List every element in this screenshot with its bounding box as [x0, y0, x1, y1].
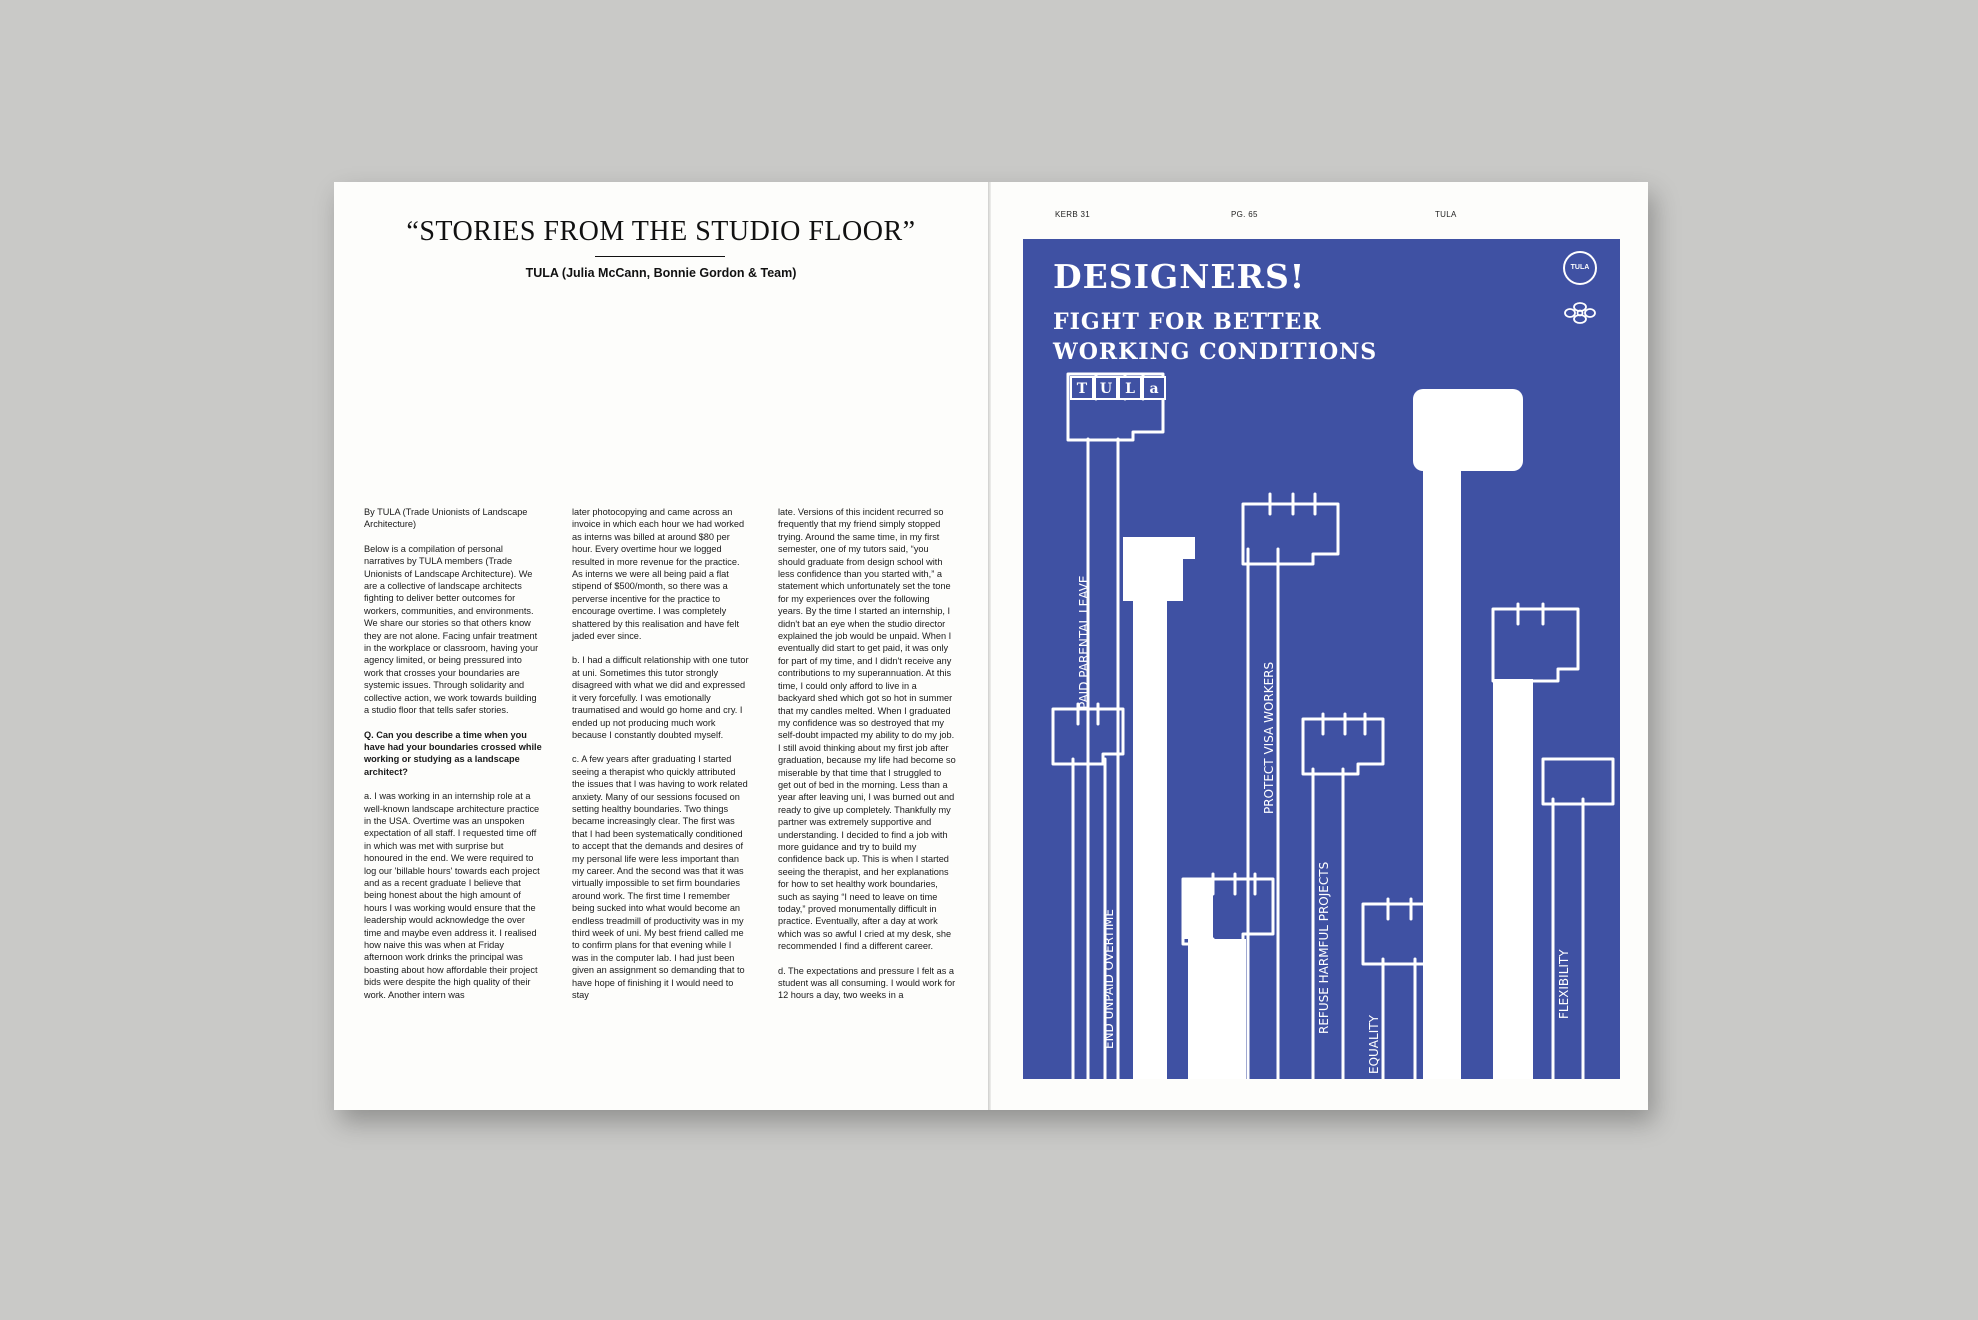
running-header-section: TULA [1435, 210, 1457, 219]
answer-b: b. I had a difficult relationship with one tutor at uni. Sometimes this tutor strongly disagreed with what we did and expressed it very forcefully. I was emotionally traumatised and would go home and cry. I ended up not producing much work because I constantly doubted myself. [572, 655, 749, 740]
slogan-better-pay: BETTER PAY [1428, 567, 1442, 639]
byline: By TULA (Trade Unionists of Landscape Architecture) [364, 507, 528, 530]
answer-d: d. The expectations and pressure I felt as a student was all consuming. I would work for 12 hours a day, two weeks in a [778, 965, 956, 1001]
fist-letter: a [1149, 381, 1159, 397]
slogan-flexibility: FLEXIBILITY [1557, 949, 1571, 1019]
article-authors: TULA (Julia McCann, Bonnie Gordon & Team) [525, 266, 797, 280]
paragraph: later photocopying and came across an invoice in which each hour we had worked as interns was billed at around $80 per hour. Every overtime hour we logged resulted in more revenue for the practice. As interns we were all being paid a flat stipend of $500/month, so there was a perverse incentive for the practice to encourage overtime. I was completely shattered by this realisation and have felt jaded ever since. [572, 507, 745, 642]
article-title: “STORIES FROM THE STUDIO FLOOR” [406, 216, 916, 247]
slogan-end-unpaid-overtime: END UNPAID OVERTIME [1102, 909, 1116, 1049]
text-column-3 [778, 506, 956, 1014]
slogan-protect-visa-workers: PROTECT VISA WORKERS [1262, 661, 1276, 814]
left-page [334, 182, 988, 1110]
slogan-refuse-harmful-projects: REFUSE HARMFUL PROJECTS [1317, 861, 1331, 1034]
title-divider [595, 256, 725, 257]
slogan-paid-parental-leave: PAID PARENTAL LEAVE [1077, 575, 1091, 709]
text-column-1 [364, 506, 542, 1013]
running-header-issue: KERB 31 [1055, 210, 1091, 219]
tula-logo-badge: TULA [1563, 251, 1597, 285]
poster-headline: DESIGNERS! [1053, 257, 1306, 296]
slogan-equality: EQUALITY [1367, 1015, 1381, 1074]
answer-c: c. A few years after graduating I started seeing a therapist who quickly attributed the issues that I was having to work related anxiety. Many of our sessions focused on setting healthy boundaries. Two things became increasingly clear. The first was that I had been systematically conditioned to accept that the demands and desires of my personal life were less important than my career. And the second was that it was virtually impossible to set firm boundaries around work. The first time I remember being sucked into what would become an endless treadmill of productivity was in my third week of uni. My best friend called me to confirm plans for that evening while I was in the computer lab. I had just been given an assignment so demanding that to have hope of finishing it I would need to stay [572, 754, 748, 1001]
running-header-page-number: PG. 65 [1231, 210, 1258, 219]
poster-subheadline: FIGHT FOR BETTER WORKING CONDITIONS [1053, 309, 1378, 365]
paragraph: late. Versions of this incident recurred so frequently that my friend simply stopped trying. Around the same time, in my first semester, one of my tutors said, “you should graduate from design school with less confidence than you started with,” a statement which unfortunately set the tone for my experiences over the following years. By the time I started an internship, I didn't bat an eye when the studio director explained the job would be unpaid. When I eventually did start to get paid, it was only for part of my time, and I didn't receive any contributions to my superannuation. At this time, I could only afford to live in a backyard shed which got so hot in summer that my candles melted. When I graduated my confidence was so destroyed that my self-doubt impacted my ability to do my job. I still avoid thinking about my first job after graduation, because my life had become so miserable by that time that I struggled to get out of bed in the morning. Less than a year after leaving uni, I was burned out and ready to give up completely. Thankfully my partner was extremely supportive and understanding. I decided to find a job with more guidance and try to build my confidence back up. This is when I started seeing the therapist, and her explanations for how to set healthy work boundaries, such as saying “I need to leave on time today,” proved monumentally difficult in practice. Eventually, after a day at work which was so awful I cried at my desk, she recommended I find a different career. [778, 507, 956, 952]
fist-letter: U [1099, 381, 1113, 397]
question: Q. Can you describe a time when you have had your boundaries crossed while working or studying as a landscape architect? [364, 729, 542, 777]
intro-paragraph: Below is a compilation of personal narratives by TULA members (Trade Unionists of Landscape Architecture). We are a collective of landscape architects fighting to deliver better outcomes for workers, communities, and environments. We share our stories so that others know they are not alone. Facing unfair treatment in the workplace or classroom, having your agency limited, or being pressured into work that crosses your boundaries are systemic issues. Through solidarity and collective action, we work towards building a studio floor that tells safer stories. [364, 543, 539, 716]
fist-letter: T [1076, 381, 1088, 397]
fist-letter: L [1125, 381, 1135, 397]
flower-icon [1564, 302, 1596, 324]
answer-a: a. I was working in an internship role at a well-known landscape architecture practice in the USA. Overtime was an unspoken expectation of all staff. I requested time off in which was met with surprise but honoured in the end. We were required to log our 'billable hours' towards each project and as a recent graduate I believe that being honest about the high amount of hours I was working would ensure that the leadership would acknowledge the over time and maybe even address it. I realised how naive this was when at Friday afternoon work drinks the principal was boasting about how affordable their project bids were despite the high quality of their work. Another intern was [364, 791, 540, 1000]
right-page [991, 182, 1648, 1110]
text-column-2 [572, 506, 750, 1013]
protest-poster [1023, 239, 1620, 1079]
magazine-spread [334, 182, 1648, 1110]
